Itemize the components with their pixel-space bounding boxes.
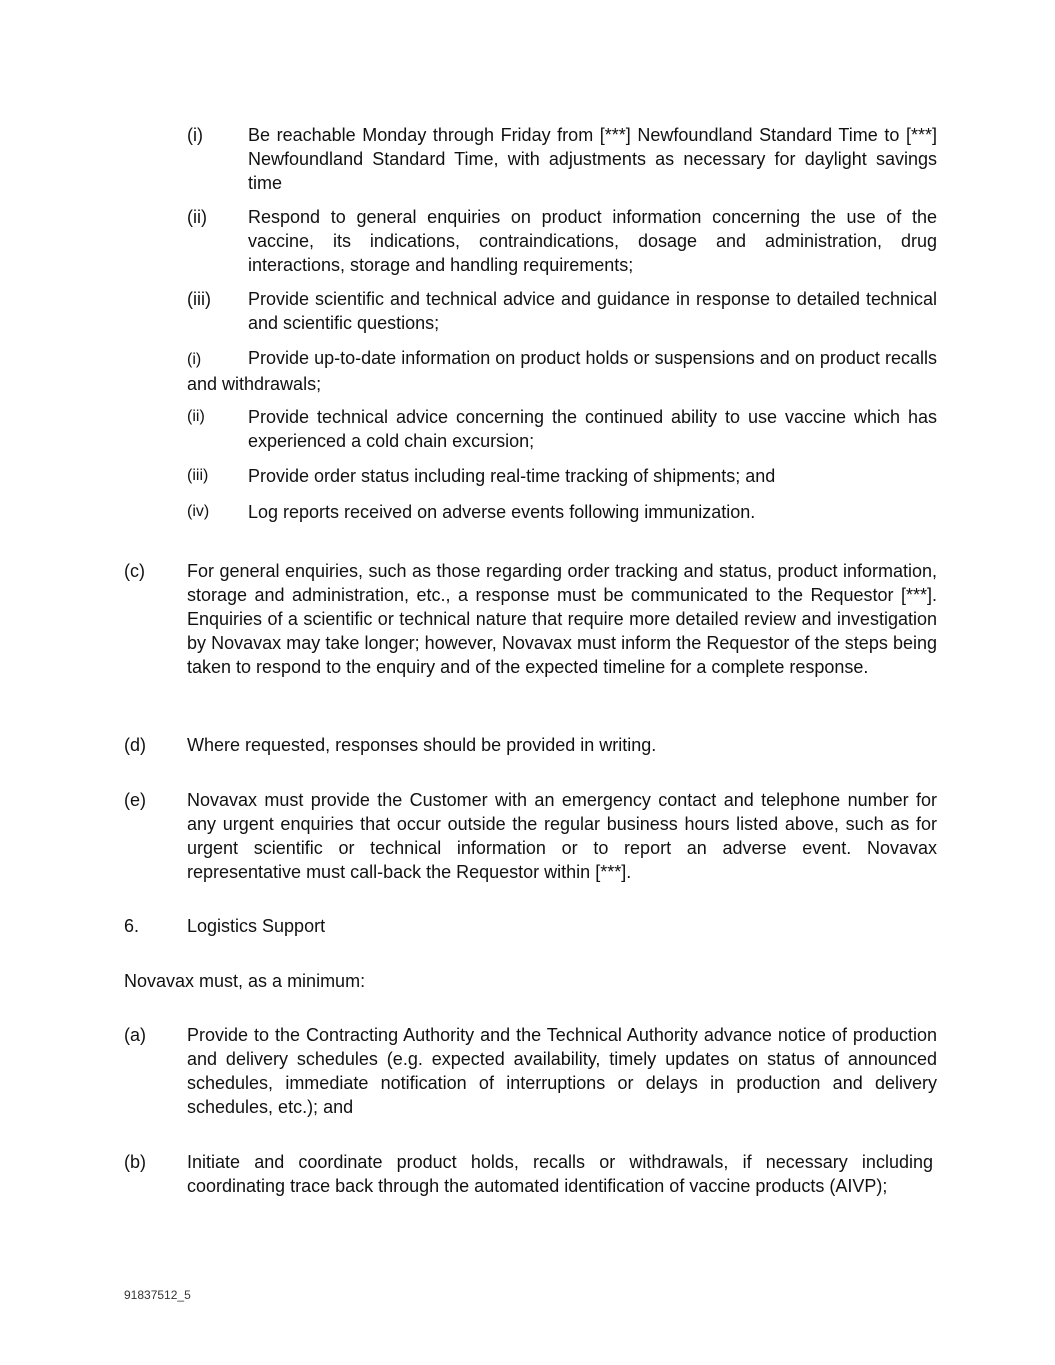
item-a: [124, 1023, 937, 1119]
item-text: Initiate and coordinate product holds, recalls or withdrawals, if necessary including coordinating trace back through the automated identification of vaccine products (AIVP);: [187, 1152, 933, 1196]
item-text: Where requested, responses should be provided in writing.: [187, 735, 657, 755]
item-marker: (b): [124, 1152, 146, 1172]
item-marker: (ii): [187, 207, 207, 227]
item-text: Respond to general enquiries on product information concerning the use of the vaccine, its indications, contraindications, dosage and administration, drug interactions, storage and handling requirements;: [248, 207, 937, 275]
item-marker: (e): [124, 790, 146, 810]
item-text: Provide up-to-date information on product holds or suspensions and on product recalls and withdrawals;: [187, 348, 937, 394]
item-e: [124, 788, 937, 884]
section-title: Logistics Support: [187, 916, 326, 936]
item-marker: (d): [124, 735, 146, 755]
item-marker: (c): [124, 561, 145, 581]
item-text: Provide order status including real-time tracking of shipments; and: [248, 466, 776, 486]
item-text: Novavax must provide the Customer with an emergency contact and telephone number for any urgent enquiries that occur outside the regular business hours listed above, such as for urgent scientific or technical information or to report an adverse event. Novavax representative must call-back the Requestor within [***].: [187, 790, 937, 882]
section-number: 6.: [124, 916, 140, 936]
sub-item-iii-b: [187, 464, 937, 488]
item-marker: (iv): [187, 503, 210, 520]
item-marker: (a): [124, 1025, 146, 1045]
item-marker: (ii): [187, 408, 205, 425]
item-c: [124, 559, 937, 679]
item-text: Provide technical advice concerning the continued ability to use vaccine which has experienced a cold chain excursion;: [248, 407, 937, 451]
item-marker: (iii): [187, 467, 209, 484]
item-text: Provide scientific and technical advice and guidance in response to detailed technical and scientific questions;: [248, 289, 937, 333]
sub-item-iii: [187, 287, 937, 335]
footer-doc-id: 91837512_5: [124, 1288, 191, 1302]
item-marker: (i): [187, 125, 203, 145]
sub-item-ii: [187, 205, 937, 277]
section-heading: [124, 914, 937, 938]
item-text: For general enquiries, such as those regarding order tracking and status, product information, storage and administration, etc., a response must be communicated to the Requestor [***]. Enquiries of a scientific or technical nature that require more detailed review and investigation by Novavax may take longer; however, Novavax must inform the Requestor of the steps being taken to respond to the enquiry and of the expected timeline for a complete response.: [187, 561, 937, 677]
intro-paragraph: Novavax must, as a minimum:: [124, 971, 366, 991]
sub-item-ii-b: [187, 405, 937, 453]
sub-item-i: [187, 123, 937, 195]
item-text: Provide to the Contracting Authority and the Technical Authority advance notice of production and delivery schedules (e.g. expected availability, timely updates on status of announced schedules, immediate notification of interruptions or delays in production and delivery schedules, etc.); and: [187, 1025, 937, 1117]
sub-item-iv-b: [187, 500, 937, 524]
item-b: [124, 1150, 933, 1198]
item-marker: (iii): [187, 289, 211, 309]
item-text: Log reports received on adverse events following immunization.: [248, 502, 756, 522]
item-d: [124, 733, 937, 757]
item-text: Be reachable Monday through Friday from [***] Newfoundland Standard Time to [***] Newfoundland Standard Time, with adjustments as necessary for daylight savings time: [248, 125, 937, 193]
sub-item-inline-i: [187, 346, 937, 396]
item-marker: (i): [187, 351, 202, 368]
